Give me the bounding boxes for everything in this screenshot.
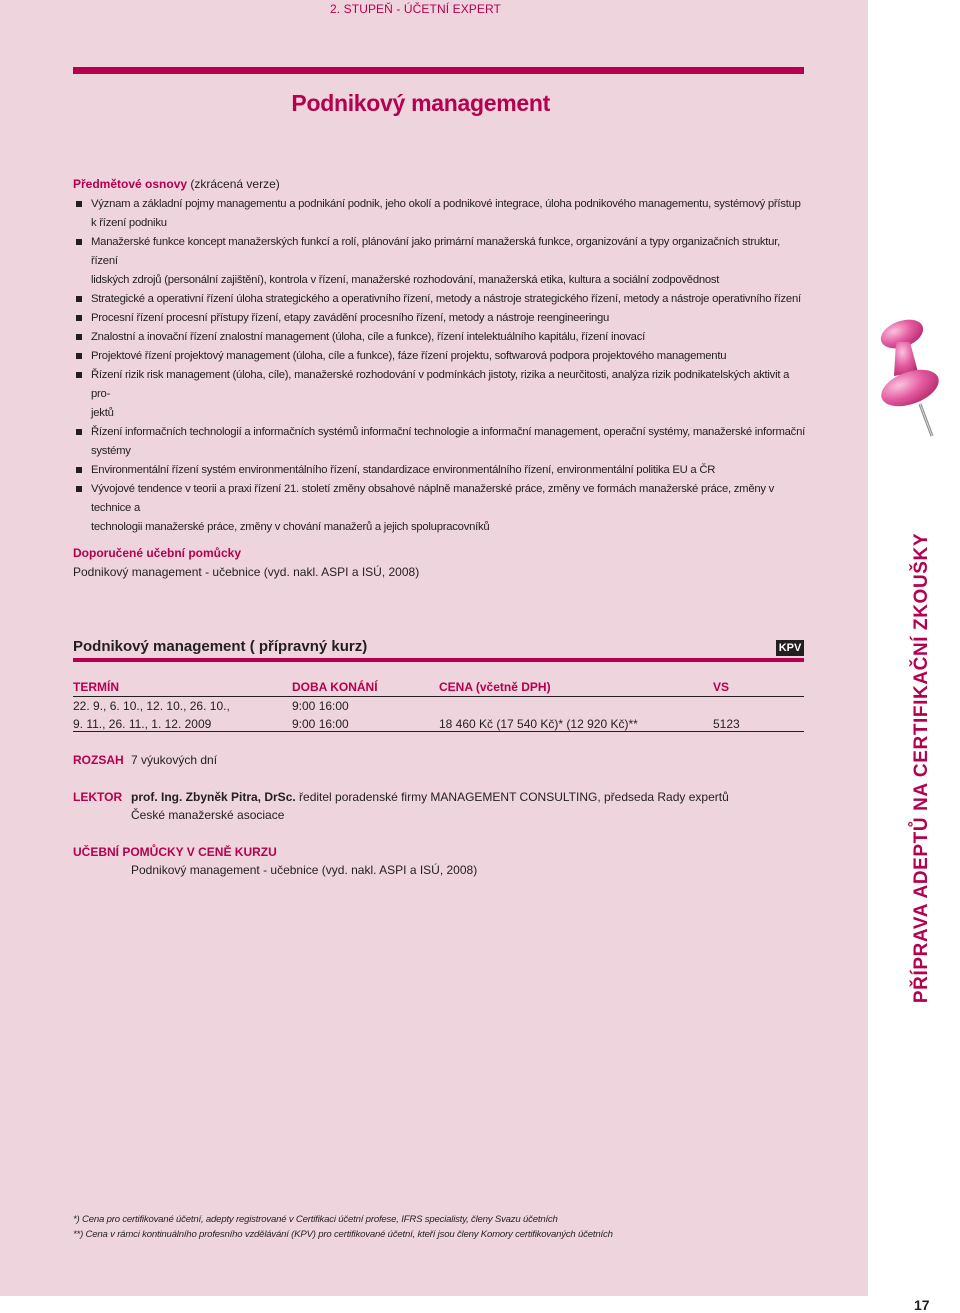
syllabus-heading-bold: Předmětové osnovy — [73, 177, 188, 191]
syllabus-item-line: Znalostní a inovační řízení znalostní management (úloha, cíle a funkce), řízení intelektuálního kapitálu, řízení inovací — [91, 331, 645, 343]
bullet-square-icon — [76, 201, 82, 207]
syllabus-item-line: Environmentální řízení systém environmentálního řízení, standardizace environmentálního řízení, environmentální politika EU a ČR — [91, 464, 716, 476]
course-aids-label: UČEBNÍ POMŮCKY V CENĚ KURZU — [73, 845, 277, 859]
textbooks-text: Podnikový management - učebnice (vyd. nakl. ASPI a ISÚ, 2008) — [73, 565, 420, 579]
textbooks-heading: Doporučené učební pomůcky — [73, 546, 242, 560]
syllabus-item-line: Řízení informačních technologií a informačních systémů informační technologie a informační management, operační systémy, manažerské informační — [91, 426, 805, 438]
col-header-vs: VS — [713, 680, 730, 694]
syllabus-item-line: Manažerské funkce koncept manažerských funkcí a rolí, plánování jako primární manažerská funkce, organizování a typy organizačních struktur, řízení — [91, 236, 780, 267]
row1-term: 22. 9., 6. 10., 12. 10., 26. 10., — [73, 699, 230, 713]
row2-duration: 9:00 16:00 — [292, 717, 349, 731]
bullet-square-icon — [76, 353, 82, 359]
syllabus-item-line: systémy — [91, 445, 131, 457]
side-title-wrap — [898, 532, 946, 1004]
row2-price: 18 460 Kč (17 540 Kč)* (12 920 Kč)** — [439, 717, 638, 731]
running-head: 2. STUPEŇ - ÚČETNÍ EXPERT — [330, 2, 501, 16]
syllabus-item — [73, 423, 807, 461]
bullet-square-icon — [76, 315, 82, 321]
pushpin-icon — [872, 312, 960, 444]
kpv-badge: KPV — [776, 640, 804, 656]
syllabus-item — [73, 309, 807, 328]
table-bottom-divider — [73, 731, 804, 732]
course-aids-value: Podnikový management - učebnice (vyd. nakl. ASPI a ISÚ, 2008) — [131, 863, 478, 877]
syllabus-item-line: Projektové řízení projektový management (úloha, cíle a funkce), fáze řízení projektu, softwarová podpora projektového managementu — [91, 350, 727, 362]
scope-label: ROZSAH — [73, 753, 124, 767]
course-rule — [73, 658, 804, 662]
top-rule — [73, 67, 804, 74]
syllabus-item-line: Význam a základní pojmy managementu a podnikání podnik, jeho okolí a podnikové integrace, úloha podnikového managementu, systémový přístup — [91, 198, 801, 210]
row1-duration: 9:00 16:00 — [292, 699, 349, 713]
syllabus-item — [73, 480, 807, 537]
bullet-square-icon — [76, 296, 82, 302]
scope-value: 7 výukových dní — [131, 753, 218, 767]
header-divider — [73, 696, 804, 697]
lecturer-desc: ředitel poradenské firmy MANAGEMENT CONSULTING, předseda Rady expertů — [295, 790, 729, 804]
syllabus-item-line: Vývojové tendence v teorii a praxi řízení 21. století změny obsahové náplně manažerské práce, změny ve formách manažerské práce, změny v technice a — [91, 483, 775, 514]
row2-term: 9. 11., 26. 11., 1. 12. 2009 — [73, 717, 212, 731]
bullet-square-icon — [76, 372, 82, 378]
col-header-price: CENA (včetně DPH) — [439, 680, 551, 694]
bullet-square-icon — [76, 239, 82, 245]
syllabus-item — [73, 461, 807, 480]
syllabus-item — [73, 328, 807, 347]
footnote-2: **) Cena v rámci kontinuálního profesního vzdělávání (KPV) pro certifikované účetní, kteří jsou členy Komory certifikovaných účetních — [73, 1229, 613, 1240]
syllabus-item-line: k řízení podniku — [91, 217, 167, 229]
page-title: Podnikový management — [291, 90, 550, 116]
syllabus-heading-rest: (zkrácená verze) — [187, 177, 280, 191]
row2-vs: 5123 — [713, 717, 740, 731]
syllabus-item-line: jektů — [91, 407, 114, 419]
lecturer-name: prof. Ing. Zbyněk Pitra, DrSc. — [131, 790, 296, 804]
lecturer-label: LEKTOR — [73, 790, 123, 804]
syllabus-item-line: Řízení rizik risk management (úloha, cíle), manažerské rozhodování v podmínkách jistoty, rizika a neurčitosti, analýza rizik podnikatelských aktivit a pro- — [91, 369, 790, 400]
footnote-1: *) Cena pro certifikované účetní, adepty registrované v Certifikaci účetní profese, IFRS specialisty, členy Svazu účetních — [73, 1214, 558, 1225]
bullet-square-icon — [76, 429, 82, 435]
col-header-duration: DOBA KONÁNÍ — [292, 680, 378, 694]
syllabus-item — [73, 347, 807, 366]
col-header-term: TERMÍN — [73, 680, 119, 694]
syllabus-item-line: lidských zdrojů (personální zajištění), kontrola v řízení, manažerské rozhodování, manažerská etika, kultura a sociální zodpovědnost — [91, 274, 720, 286]
bullet-square-icon — [76, 486, 82, 492]
page-number: 17 — [914, 1297, 930, 1313]
syllabus-list — [73, 195, 807, 537]
lecturer-line — [131, 790, 729, 804]
lecturer-desc-2: České manažerské asociace — [131, 808, 285, 822]
syllabus-item — [73, 195, 807, 233]
bullet-square-icon — [76, 334, 82, 340]
bullet-square-icon — [76, 467, 82, 473]
course-title: Podnikový management ( přípravný kurz) — [73, 638, 368, 655]
syllabus-item — [73, 366, 807, 423]
syllabus-heading — [73, 177, 280, 191]
side-title: PŘÍPRAVA ADEPTŮ NA CERTIFIKAČNÍ ZKOUŠKY — [911, 532, 932, 1004]
syllabus-item-line: Procesní řízení procesní přístupy řízení, etapy zavádění procesního řízení, metody a nástroje reengineeringu — [91, 312, 610, 324]
syllabus-item-line: technologii manažerské práce, změny v chování manažerů a jejich spolupracovníků — [91, 521, 490, 533]
syllabus-item — [73, 233, 807, 290]
syllabus-item — [73, 290, 807, 309]
syllabus-item-line: Strategické a operativní řízení úloha strategického a operativního řízení, metody a nástroje strategického řízení, metody a nástroje operativního řízení — [91, 293, 801, 305]
